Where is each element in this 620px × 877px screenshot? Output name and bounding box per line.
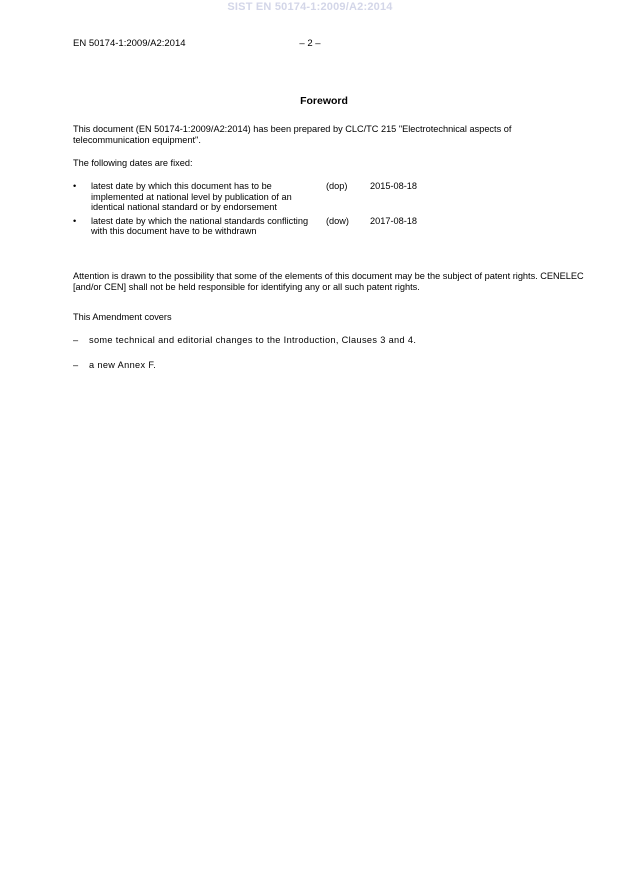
date-abbreviation: (dow) — [326, 215, 349, 226]
date-item-dow — [73, 216, 503, 237]
dates-list — [73, 181, 503, 237]
date-value: 2017-08-18 — [370, 215, 417, 226]
amendment-item — [73, 360, 593, 371]
date-value: 2015-08-18 — [370, 181, 417, 191]
dates-intro: The following dates are fixed: — [73, 158, 193, 168]
bullet-icon: • — [73, 181, 77, 191]
date-item-dop — [73, 181, 503, 213]
section-title: Foreword — [300, 95, 348, 107]
page-number: – 2 – — [299, 38, 321, 49]
document-id: EN 50174-1:2009/A2:2014 — [73, 38, 186, 49]
bullet-icon: • — [73, 215, 77, 226]
amendment-item-text: some technical and editorial changes to the Introduction, Clauses 3 and 4. — [89, 335, 417, 345]
patent-notice: Attention is drawn to the possibility that some of the elements of this document may be the subject of patent rights. CENELEC [and/or CEN] shall not be held responsible for identifying any or all such patent rights. — [73, 271, 584, 292]
dash-icon: – — [73, 360, 79, 370]
intro-paragraph: This document (EN 50174-1:2009/A2:2014) has been prepared by CLC/TC 215 "Electrotechnical aspects of telecommunication equipment". — [73, 124, 512, 145]
date-abbreviation: (dop) — [326, 181, 348, 191]
watermark-text: SIST EN 50174-1:2009/A2:2014 — [227, 1, 393, 13]
date-description: latest date by which the national standards conflicting with this document have to be withdrawn — [91, 215, 309, 236]
dash-icon: – — [73, 335, 79, 345]
amendment-intro: This Amendment covers — [73, 312, 172, 322]
amendment-item-text: a new Annex F. — [89, 360, 157, 370]
date-description: latest date by which this document has to be implemented at national level by publication of an identical national standard or by endorsement — [91, 181, 292, 212]
amendment-item — [73, 335, 593, 346]
